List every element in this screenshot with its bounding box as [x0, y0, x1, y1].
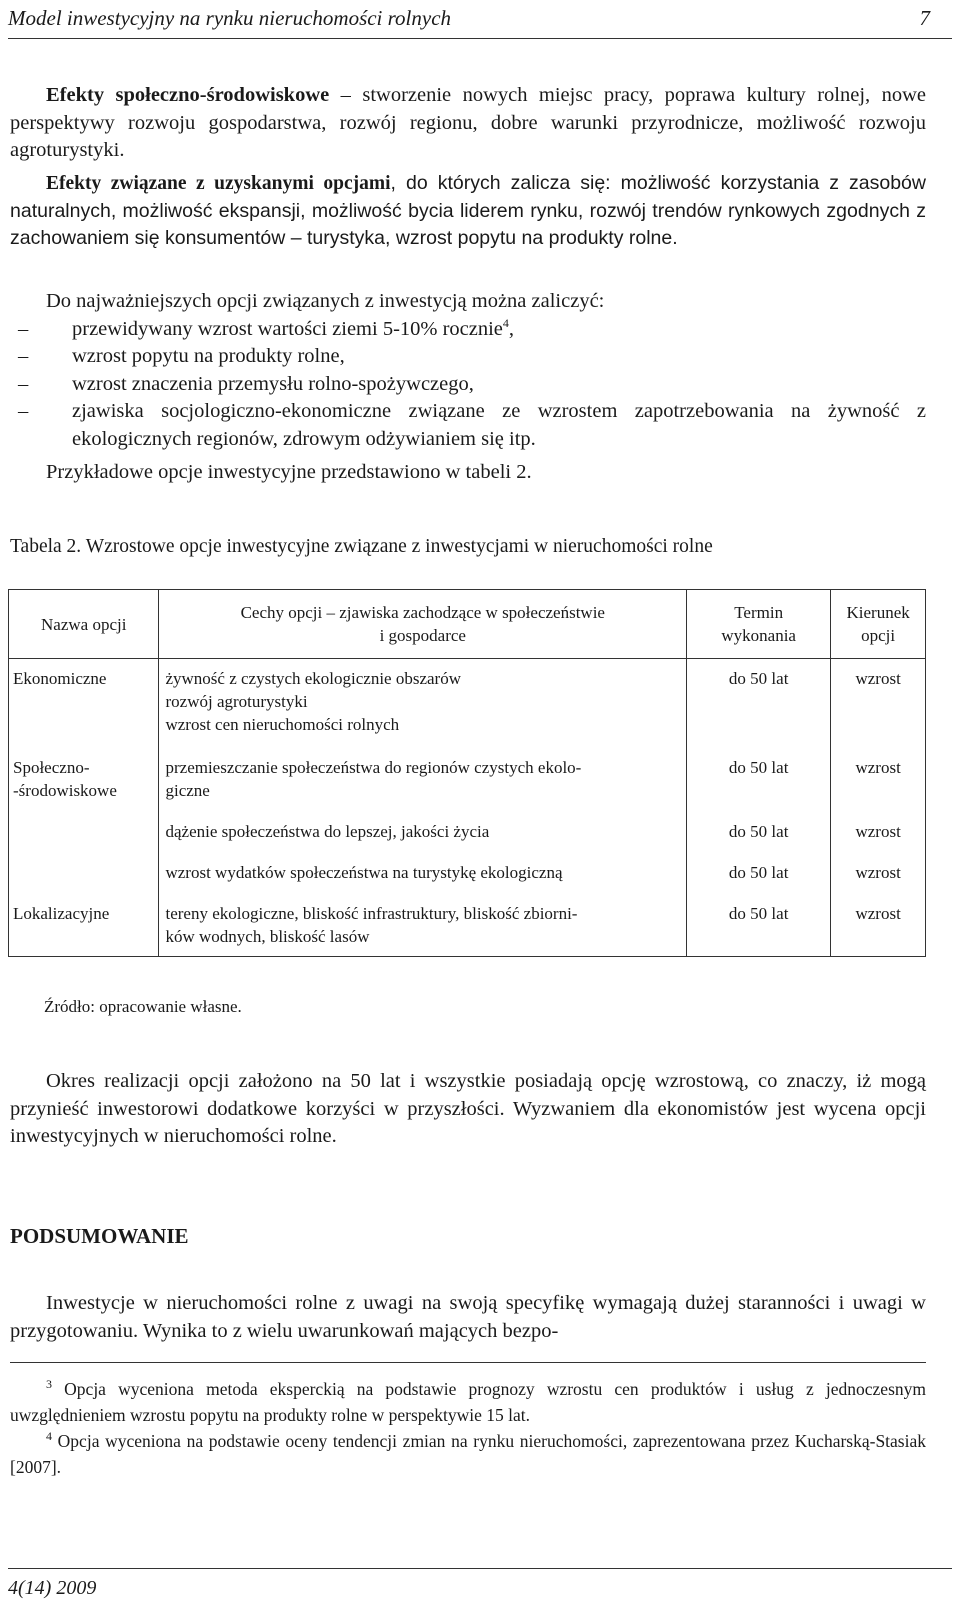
term-option-effects: Efekty związane z uzyskanymi opcjami [46, 173, 391, 194]
footnote: $^3$ Opcja wyceniona metoda eksperckią na podstawie prognozy wzrostu cen produktów i usług z jednoczesnym uwzględnieniem wzrostu popytu na produkty rolne w perspektywie 15 lat. [10, 1377, 926, 1425]
list-item: – przewidywany wzrost wartości ziemi 5-10% rocznie$^4$, [10, 316, 926, 344]
table-caption: Tabela 2. Wzrostowe opcje inwestycyjne związane z inwestycjami w nieruchomości rolne [10, 536, 713, 557]
cell-name [9, 847, 159, 888]
list-item: – zjawiska socjologiczno-ekonomiczne związane ze wzrostem zapotrzebowania na żywność z ekologicznych regionów, zdrowym odżywianiem się itp. [18, 400, 926, 450]
paragraph-summary: Inwestycje w nieruchomości rolne z uwagi na swoją specyfikę wymagają dużej staranności i uwagi w przygotowaniu. Wynika to z wielu uwarunkowań mających bezpo- [10, 1292, 926, 1342]
footnote-ref: 4 [502, 315, 509, 330]
list-dash: – [18, 372, 29, 395]
cell-features: żywność z czystych ekologicznie obszarów rozwój agroturystyki wzrost cen nieruchomości rolnych [159, 659, 687, 741]
paragraph-social-effects [10, 82, 926, 165]
options-section [10, 288, 926, 487]
options-list [10, 316, 926, 454]
issue-number: 4(14) 2009 [8, 1577, 97, 1599]
running-header [8, 4, 952, 39]
list-dash: – [18, 345, 29, 367]
paragraph-text: , do których zalicza się: możliwość korzystania z zasobów naturalnych, możliwość ekspansji, możliwość bycia liderem rynku, rozwój trendów rynkowych zgodnych z zachowaniem się konsumentów – turystyka, wzrost popytu na produkty rolne. [10, 172, 926, 249]
header-name: Nazwa opcji [9, 590, 159, 659]
cell-term: do 50 lat [687, 740, 831, 806]
cell-term: do 50 lat [687, 659, 831, 741]
table-row [9, 740, 926, 806]
footer-divider [8, 1568, 952, 1569]
cell-features: wzrost wydatków społeczeństwa na turystykę ekologiczną [159, 847, 687, 888]
paragraph-text: – stworzenie nowych miejsc pracy, poprawa kultury rolnej, nowe perspektywy rozwoju gospodarstwa, rozwój regionu, dobre warunki przyrodnicze, możliwość rozwoju agroturystyki. [10, 84, 926, 161]
term-social-effects: Efekty społeczno-środowiskowe [46, 84, 330, 106]
table-intro: Przykładowe opcje inwestycyjne przedstawiono w tabeli 2. [46, 461, 532, 483]
cell-direction: wzrost [831, 806, 926, 847]
cell-name: Społeczno- -środowiskowe [9, 740, 159, 806]
header-features: Cechy opcji – zjawiska zachodzące w społeczeństwie i gospodarce [159, 590, 687, 659]
cell-direction: wzrost [831, 659, 926, 741]
cell-term: do 50 lat [687, 806, 831, 847]
header-term: Termin wykonania [687, 590, 831, 659]
list-dash: – [18, 317, 29, 340]
table-row [9, 806, 926, 847]
paragraph-option-effects [10, 170, 926, 253]
footnote-divider [10, 1362, 926, 1363]
cell-direction: wzrost [831, 847, 926, 888]
table-row [9, 888, 926, 957]
cell-direction: wzrost [831, 888, 926, 957]
table-source: Źródło: opracowanie własne. [44, 997, 242, 1016]
table-header-row [9, 590, 926, 659]
list-item: – wzrost popytu na produkty rolne, [10, 343, 926, 371]
section-heading: PODSUMOWANIE [10, 1224, 189, 1248]
header-direction: Kierunek opcji [831, 590, 926, 659]
options-table [8, 589, 926, 957]
cell-features: tereny ekologiczne, bliskość infrastruktury, bliskość zbiorni- ków wodnych, bliskość lasów [159, 888, 687, 957]
cell-name [9, 806, 159, 847]
cell-name: Ekonomiczne [9, 659, 159, 741]
cell-term: do 50 lat [687, 888, 831, 957]
cell-term: do 50 lat [687, 847, 831, 888]
list-dash: – [18, 400, 29, 422]
table-row [9, 847, 926, 888]
footnotes [10, 1376, 926, 1480]
list-item: – wzrost znaczenia przemysłu rolno-spożywczego, [10, 371, 926, 399]
table-row [9, 659, 926, 741]
cell-features: dążenie społeczeństwa do lepszej, jakości życia [159, 806, 687, 847]
options-intro: Do najważniejszych opcji związanych z inwestycją można zaliczyć: [46, 290, 605, 312]
footnote: $^4$ Opcja wyceniona na podstawie oceny tendencji zmian na rynku nieruchomości, zaprezentowana przez Kucharską-Stasiak [2007]. [10, 1429, 926, 1477]
page-number: 7 [919, 6, 930, 30]
cell-features: przemieszczanie społeczeństwa do regionów czystych ekolo- giczne [159, 740, 687, 806]
cell-name: Lokalizacyjne [9, 888, 159, 957]
journal-title: Model inwestycyjny na rynku nieruchomości rolnych [8, 6, 452, 30]
paragraph-options-period: Okres realizacji opcji założono na 50 lat i wszystkie posiadają opcję wzrostową, co znaczy, iż mogą przynieść inwestorowi dodatkowe korzyści w przyszłości. Wyzwaniem dla ekonomistów jest wycena opcji inwestycyjnych w nieruchomości rolne. [10, 1070, 926, 1147]
cell-direction: wzrost [831, 740, 926, 806]
